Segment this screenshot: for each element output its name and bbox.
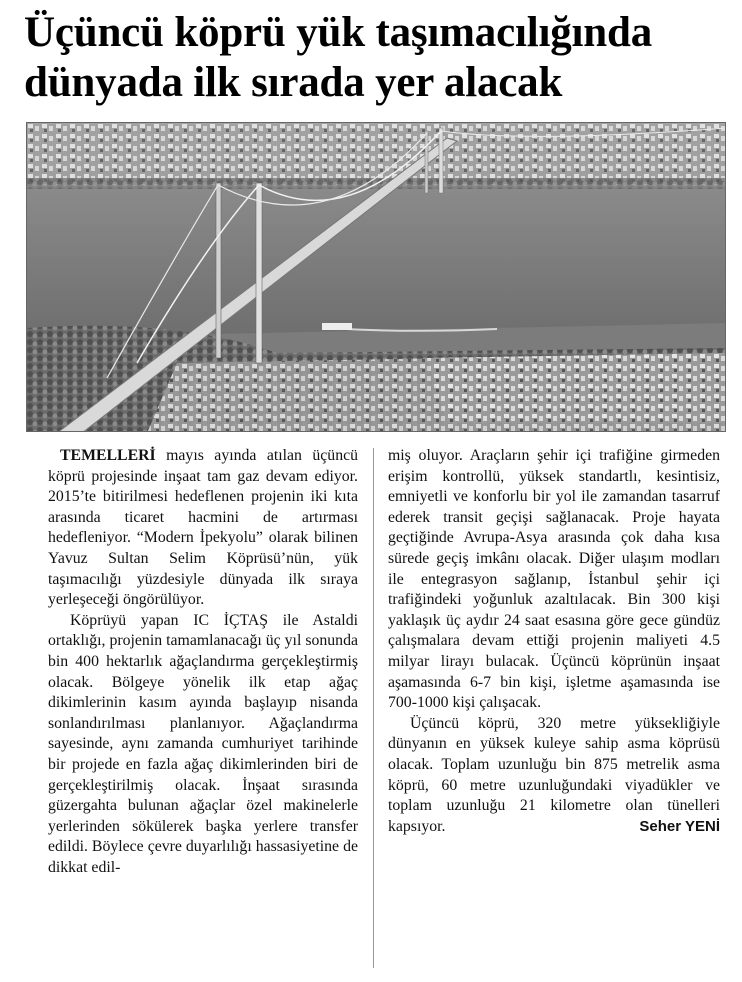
bridge-photo (26, 122, 726, 432)
article-paragraph: miş oluyor. Araçların şehir içi trafiğine girmeden erişim kontrollü, yüksek standartlı, kesintisiz, emniyetli ve konforlu bir yol ile zamandan tasarruf ederek transit geçişi sağlanacak. Proje hayata geçtiğinde Avrupa-Asya arasında çok daha kısa sürede geçiş imkânı olacak. Diğer ulaşım modları ile entegrasyon sağlanıp, İstanbul şehir içi trafiğindeki yoğunluk azaltılacak. Bin 300 kişi yaklaşık üç aydır 24 saat esasına göre gece gündüz çalışmalara devam ettiği projenin maliyeti 4.5 milyar lirayı bulacak. Üçüncü köprünün inşaat aşamasında 6-7 bin kişi, işletme aşamasında ise 700-1000 kişi çalışacak. (388, 447, 720, 712)
article-paragraph (388, 714, 720, 838)
article-column-right (388, 446, 720, 837)
column-divider (373, 448, 374, 968)
byline: Seher YENİ (639, 817, 720, 835)
article-column-left (48, 446, 358, 878)
article-text: Üçüncü köprü, 320 metre yüksekliğiyle dünyanın en yüksek kuleye sahip asma köprüsü olacak. Toplam uzunluğu bin 875 metrelik asma köprü, 60 metre uzunluğundaki viyadükler ve toplam uzunluğu 21 kilometre olan tünelleri kapsıyor. (388, 714, 720, 835)
article-paragraph: Köprüyü yapan IC İÇTAŞ ile Astaldi ortaklığı, projenin tamamlanacağı üç yıl sonunda bin 400 hektarlık ağaçlandırma gerçekleştirmiş olacak. Bölgeye yönelik ilk etap ağaç dikimlerinin kasım ayında başlayıp nisanda sonlandırılması planlanıyor. Ağaçlandırma sayesinde, aynı zamanda cumhuriyet tarihinde bir projede en fazla ağaç dikimlerinden biri de gerçekleştirilmiş olacak. İnşaat sırasında güzergahta bulunan ağaçlar özel makinelerle yerlerinden sökülerek başka yerlere transfer edildi. Böylece çevre duyarlılığı hassasiyetine de dikkat edil- (48, 611, 358, 876)
article-text: mayıs ayında atılan üçüncü köprü projesinde inşaat tam gaz devam ediyor. 2015’te bitirilmesi hedeflenen projenin iki kıta arasında ticaret hacmini de artırması hedefleniyor. “Modern İpekyolu” olarak bilinen Yavuz Sultan Selim Köprüsü’nün, yük taşımacılığı yüzdesiyle dünyada ilk sıraya yerleşeceği öngörülüyor. (48, 447, 358, 609)
headline: Üçüncü köprü yük taşımacılığında dünyada ilk sırada yer alacak (24, 9, 652, 106)
article-lead-word: TEMELLERİ (60, 447, 156, 464)
article-paragraph (48, 446, 358, 611)
bridge-photo-icon (27, 123, 726, 432)
